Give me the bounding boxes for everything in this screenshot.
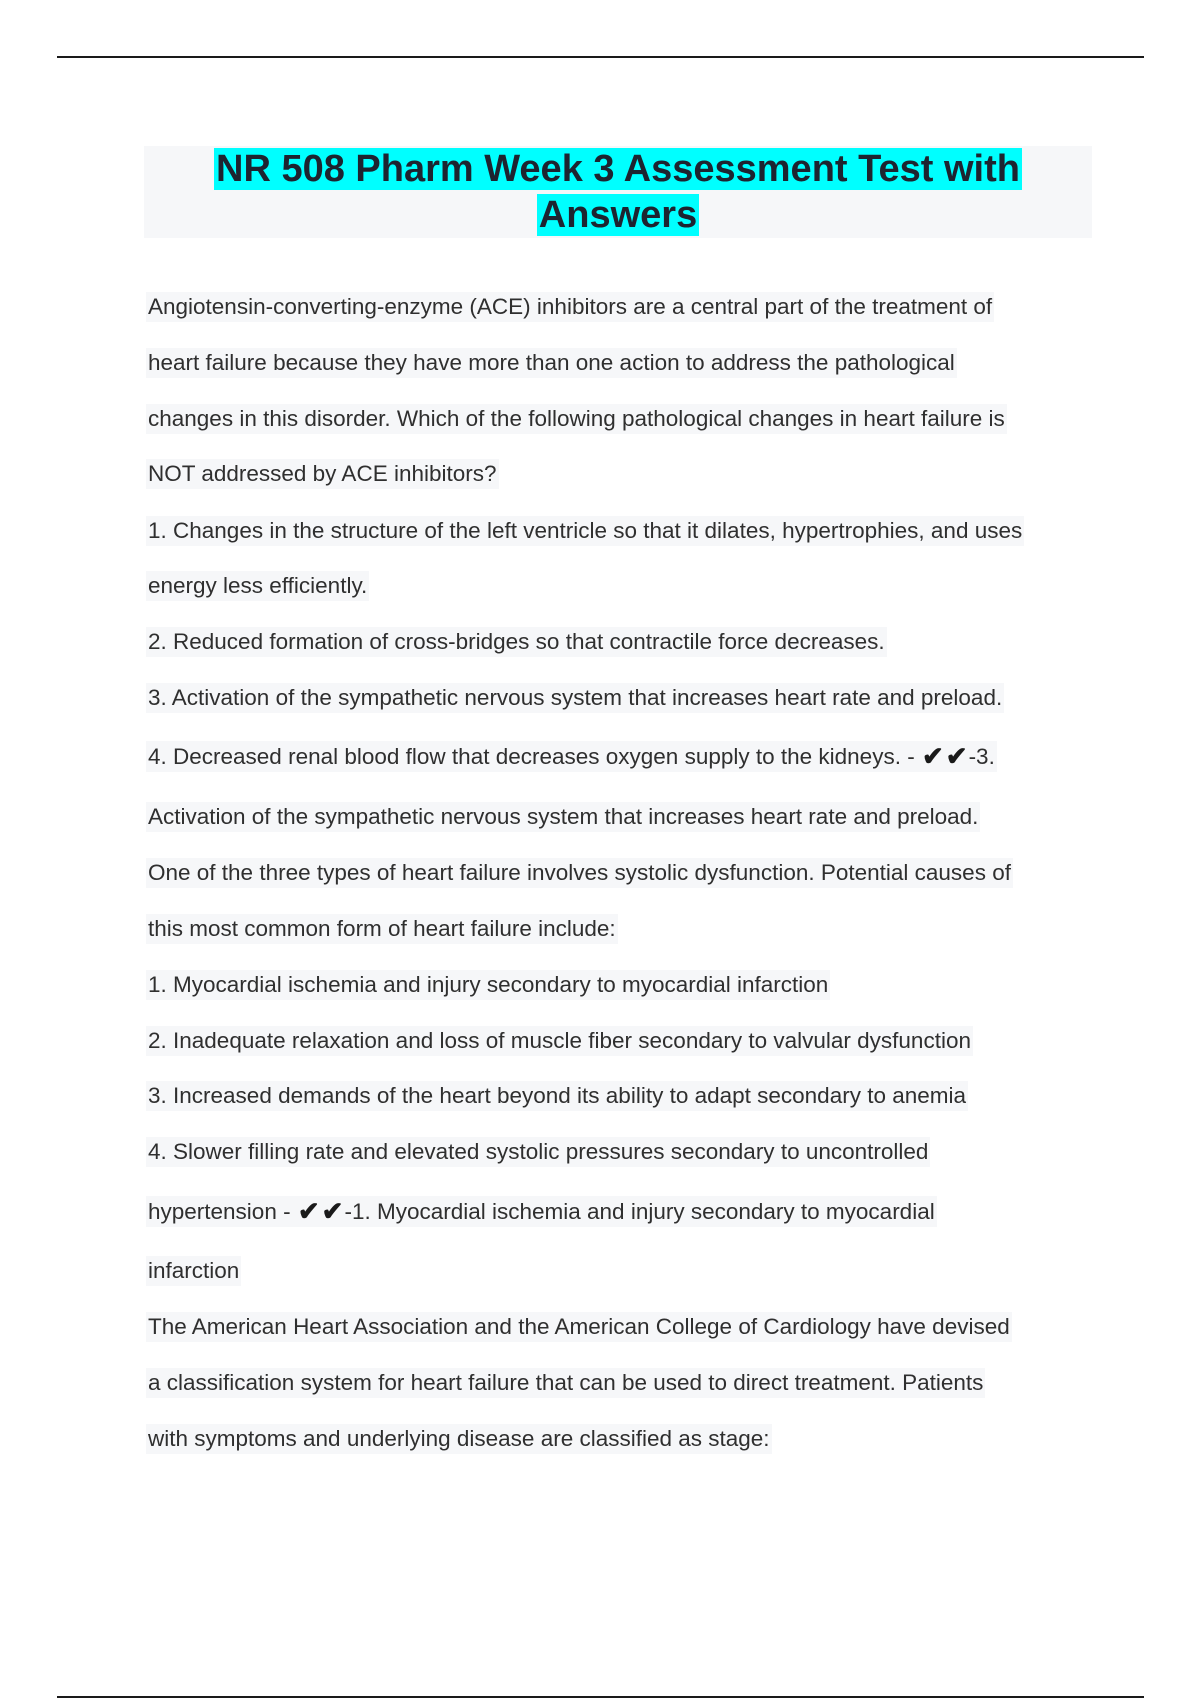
q3-text-line: a classification system for heart failure that can be used to direct treatment. Patients	[146, 1368, 985, 1398]
q2-option-4-cont	[146, 1196, 937, 1227]
q1-option-4-text: 4. Decreased renal blood flow that decreases oxygen supply to the kidneys. -	[148, 744, 915, 769]
title-highlight-2: Answers	[538, 194, 698, 236]
title-line-1	[144, 146, 1092, 192]
q1-option-3: 3. Activation of the sympathetic nervous system that increases heart rate and preload.	[146, 683, 1004, 713]
q3-text-line: with symptoms and underlying disease are classified as stage:	[146, 1424, 772, 1454]
q2-text-line: One of the three types of heart failure involves systolic dysfunction. Potential causes of	[146, 858, 1013, 888]
q1-text-line: changes in this disorder. Which of the following pathological changes in heart failure is	[146, 404, 1007, 434]
title-highlight-1: NR 508 Pharm Week 3 Assessment Test with	[216, 148, 1020, 190]
q2-option-2: 2. Inadequate relaxation and loss of muscle fiber secondary to valvular dysfunction	[146, 1026, 973, 1056]
q2-option-3: 3. Increased demands of the heart beyond its ability to adapt secondary to anemia	[146, 1081, 968, 1111]
q1-option-1: 1. Changes in the structure of the left ventricle so that it dilates, hypertrophies, and uses	[146, 516, 1024, 546]
q2-option-4-text: hypertension -	[148, 1199, 291, 1224]
q1-text-line: heart failure because they have more than one action to address the pathological	[146, 348, 957, 378]
document-title	[144, 146, 1092, 238]
q1-option-1-cont: energy less efficiently.	[146, 571, 369, 601]
checkmark-icon: ✔	[321, 1196, 344, 1226]
checkmark-icon: ✔	[921, 741, 944, 771]
q1-option-4	[146, 741, 997, 772]
q2-option-1: 1. Myocardial ischemia and injury secondary to myocardial infarction	[146, 970, 830, 1000]
q2-answer-start: -1. Myocardial ischemia and injury secondary to myocardial	[344, 1199, 935, 1224]
q3-text-line: The American Heart Association and the American College of Cardiology have devised	[146, 1312, 1012, 1342]
q2-option-4: 4. Slower filling rate and elevated systolic pressures secondary to uncontrolled	[146, 1137, 930, 1167]
q1-text-line: Angiotensin-converting-enzyme (ACE) inhibitors are a central part of the treatment of	[146, 292, 994, 322]
top-rule	[57, 56, 1144, 58]
q1-answer-start: -3.	[968, 744, 995, 769]
q1-option-2: 2. Reduced formation of cross-bridges so that contractile force decreases.	[146, 627, 887, 657]
q1-text-line: NOT addressed by ACE inhibitors?	[146, 459, 499, 489]
bottom-rule	[57, 1696, 1144, 1698]
q2-answer: infarction	[146, 1256, 241, 1286]
q2-text-line: this most common form of heart failure include:	[146, 914, 618, 944]
title-line-2	[144, 192, 1092, 238]
checkmark-icon: ✔	[297, 1196, 320, 1226]
checkmark-icon: ✔	[945, 741, 968, 771]
q1-answer: Activation of the sympathetic nervous system that increases heart rate and preload.	[146, 802, 980, 832]
